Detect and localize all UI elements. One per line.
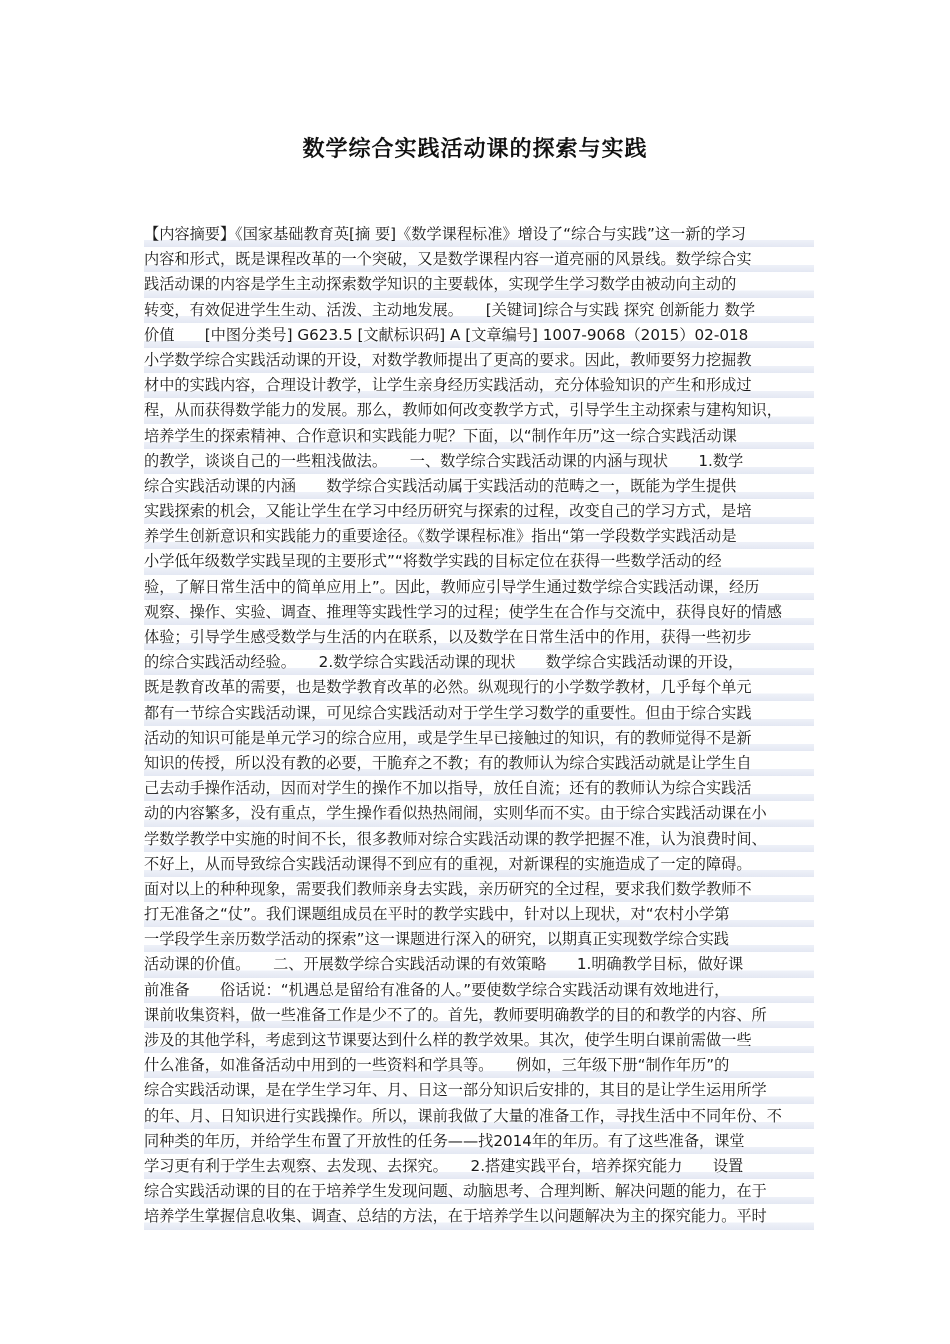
body-text-line: 一学段学生亲历数学活动的探索”这一课题进行深入的研究，以期真正实现数学综合实践 — [144, 927, 814, 952]
body-text-line: 体验；引导学生感受数学与生活的内在联系，以及数学在日常生活中的作用，获得一些初步 — [144, 625, 814, 650]
document-body — [144, 222, 814, 1230]
document-title: 数学综合实践活动课的探索与实践 — [302, 137, 648, 162]
body-text-line: 内容和形式，既是课程改革的一个突破，又是数学课程内容一道亮丽的风景线。数学综合实 — [144, 247, 814, 272]
body-text-line: 的年、月、日知识进行实践操作。所以，课前我做了大量的准备工作，寻找生活中不同年份、不 — [144, 1104, 814, 1129]
body-text-line: 学数学教学中实施的时间不长，很多教师对综合实践活动课的教学把握不准，认为浪费时间、 — [144, 827, 814, 852]
body-text-line: 同种类的年历，并给学生布置了开放性的任务——找2014年的年历。有了这些准备，课堂 — [144, 1129, 814, 1154]
body-text-line: 综合实践活动课的内涵 数学综合实践活动属于实践活动的范畴之一，既能为学生提供 — [144, 474, 814, 499]
body-text-line: 活动课的价值。 二、开展数学综合实践活动课的有效策略 1.明确教学目标，做好课 — [144, 952, 814, 977]
body-text-line: 材中的实践内容，合理设计教学，让学生亲身经历实践活动，充分体验知识的产生和形成过 — [144, 373, 814, 398]
body-text-line: 什么准备，如准备活动中用到的一些资料和学具等。 例如，三年级下册“制作年历”的 — [144, 1053, 814, 1078]
body-text-line: 实践探索的机会，又能让学生在学习中经历研究与探索的过程，改变自己的学习方式，是培 — [144, 499, 814, 524]
body-text-line: 打无准备之“仗”。我们课题组成员在平时的教学实践中，针对以上现状，对“农村小学第 — [144, 902, 814, 927]
body-text-line: 培养学生的探索精神、合作意识和实践能力呢？下面，以“制作年历”这一综合实践活动课 — [144, 424, 814, 449]
body-text-line: 践活动课的内容是学生主动探索数学知识的主要载体，实现学生学习数学由被动向主动的 — [144, 272, 814, 297]
body-text-line: 【内容摘要】《国家基础教育英[摘 要]《数学课程标准》增设了“综合与实践”这一新的学习 — [144, 222, 814, 247]
body-text-line: 小学低年级数学实践呈现的主要形式”“将数学实践的目标定位在获得一些数学活动的经 — [144, 549, 814, 574]
body-text-line: 都有一节综合实践活动课，可见综合实践活动对于学生学习数学的重要性。但由于综合实践 — [144, 701, 814, 726]
body-text-line: 活动的知识可能是单元学习的综合应用，或是学生早已接触过的知识，有的教师觉得不是新 — [144, 726, 814, 751]
body-text-line: 程，从而获得数学能力的发展。那么，教师如何改变教学方式，引导学生主动探索与建构知识， — [144, 398, 814, 423]
body-text-line: 养学生创新意识和实践能力的重要途径。《数学课程标准》指出“第一学段数学实践活动是 — [144, 524, 814, 549]
body-text-line: 动的内容繁多，没有重点，学生操作看似热热闹闹，实则华而不实。由于综合实践活动课在小 — [144, 801, 814, 826]
body-text-line: 的综合实践活动经验。 2.数学综合实践活动课的现状 数学综合实践活动课的开设， — [144, 650, 814, 675]
body-text-line: 小学数学综合实践活动课的开设，对数学教师提出了更高的要求。因此，教师要努力挖掘教 — [144, 348, 814, 373]
body-text-line: 综合实践活动课，是在学生学习年、月、日这一部分知识后安排的，其目的是让学生运用所学 — [144, 1078, 814, 1103]
body-text-line: 培养学生掌握信息收集、调查、总结的方法，在于培养学生以问题解决为主的探究能力。平时 — [144, 1204, 814, 1229]
body-text-line: 课前收集资料，做一些准备工作是少不了的。首先，教师要明确教学的目的和教学的内容、所 — [144, 1003, 814, 1028]
body-text-line: 前准备 俗话说：“机遇总是留给有准备的人。”要使数学综合实践活动课有效地进行， — [144, 978, 814, 1003]
body-text-line: 知识的传授，所以没有教的必要，干脆弃之不教；有的教师认为综合实践活动就是让学生自 — [144, 751, 814, 776]
body-text-line: 观察、操作、实验、调查、推理等实践性学习的过程；使学生在合作与交流中，获得良好的情感 — [144, 600, 814, 625]
body-text-line: 己去动手操作活动，因而对学生的操作不加以指导，放任自流；还有的教师认为综合实践活 — [144, 776, 814, 801]
body-text-line: 不好上，从而导致综合实践活动课得不到应有的重视，对新课程的实施造成了一定的障碍。 — [144, 852, 814, 877]
body-text-line: 既是教育改革的需要，也是数学教育改革的必然。纵观现行的小学数学教材，几乎每个单元 — [144, 675, 814, 700]
body-text-line: 验，了解日常生活中的简单应用上”。因此，教师应引导学生通过数学综合实践活动课，经历 — [144, 575, 814, 600]
body-text-line: 面对以上的种种现象，需要我们教师亲身去实践，亲历研究的全过程，要求我们数学教师不 — [144, 877, 814, 902]
body-text-line: 涉及的其他学科，考虑到这节课要达到什么样的教学效果。其次，使学生明白课前需做一些 — [144, 1028, 814, 1053]
body-text-line: 价值 [中图分类号] G623.5 [文献标识码] A [文章编号] 1007-9068（2015）02-018 — [144, 323, 814, 348]
body-text-line: 学习更有利于学生去观察、去发现、去探究。 2.搭建实践平台，培养探究能力 设置 — [144, 1154, 814, 1179]
body-text-line: 转变，有效促进学生生动、活泼、主动地发展。 [关键词]综合与实践 探究 创新能力 数学 — [144, 298, 814, 323]
body-text-line: 的教学，谈谈自己的一些粗浅做法。 一、数学综合实践活动课的内涵与现状 1.数学 — [144, 449, 814, 474]
body-text-line: 综合实践活动课的目的在于培养学生发现问题、动脑思考、合理判断、解决问题的能力，在于 — [144, 1179, 814, 1204]
